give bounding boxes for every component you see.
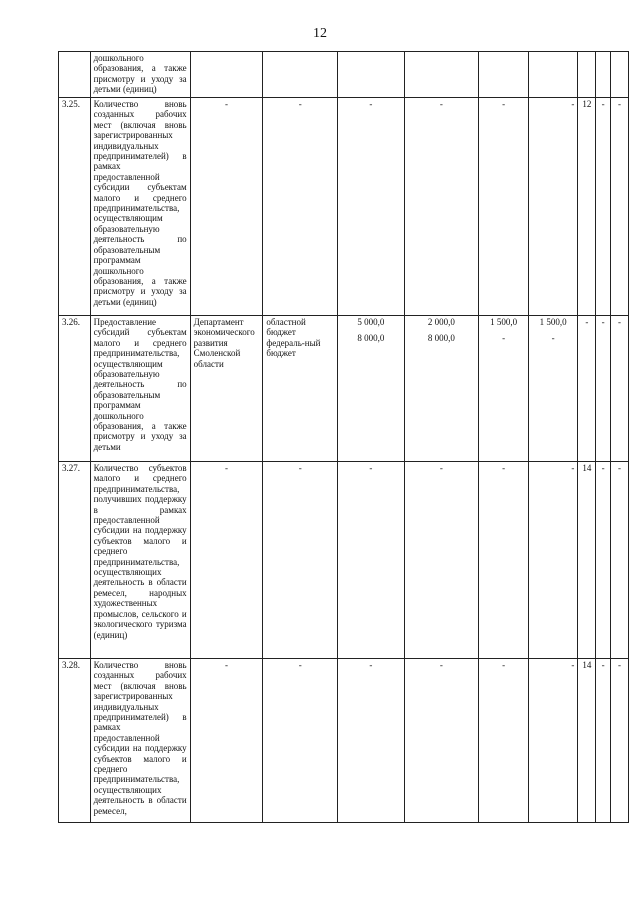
row-executor: - — [190, 98, 263, 316]
row-total — [338, 316, 404, 462]
table-row — [59, 98, 629, 316]
year2-regional: 1 500,0 — [490, 317, 518, 327]
source-federal: федераль-ный бюджет — [266, 337, 321, 359]
row-indicator1: 14 — [578, 462, 596, 659]
row-year3 — [528, 316, 578, 462]
row-executor: Департамент экономического развития Смоленской области — [190, 316, 263, 462]
table-row — [59, 462, 629, 659]
row-year2 — [479, 316, 529, 462]
row-indicator3: - — [611, 659, 629, 823]
row-indicator2: - — [596, 659, 611, 823]
row-source: - — [263, 462, 338, 659]
program-activities-table — [58, 51, 629, 823]
row-indicator1 — [578, 52, 596, 98]
year3-regional: 1 500,0 — [539, 317, 567, 327]
row-indicator3: - — [611, 98, 629, 316]
row-year2 — [479, 52, 529, 98]
table-row — [59, 316, 629, 462]
row-indicator2: - — [596, 316, 611, 462]
year3-federal: - — [551, 333, 555, 344]
row-number — [59, 52, 91, 98]
row-indicator2: - — [596, 462, 611, 659]
row-total: - — [338, 98, 404, 316]
row-year2: - — [479, 98, 529, 316]
row-total: - — [338, 462, 404, 659]
row-name: дошкольного образования, а также присмотру и уходу за детьми (единиц) — [90, 52, 190, 98]
row-total — [338, 52, 404, 98]
year2-federal: - — [502, 333, 506, 344]
year1-federal: 8 000,0 — [427, 333, 455, 344]
row-indicator2: - — [596, 98, 611, 316]
table-row — [59, 52, 629, 98]
row-indicator1: 14 — [578, 659, 596, 823]
row-number: 3.28. — [59, 659, 91, 823]
row-year3: - — [528, 98, 578, 316]
row-number: 3.27. — [59, 462, 91, 659]
row-indicator3: - — [611, 316, 629, 462]
row-year2: - — [479, 659, 529, 823]
total-regional: 5 000,0 — [357, 317, 385, 327]
row-source: - — [263, 98, 338, 316]
row-name: Количество вновь созданных рабочих мест (включая вновь зарегистрированных индивидуальных предпринимателей) в рамках предоставленной субсидии субъектам малого и среднего предпринимательства, осуществляющим образовательную деятельность по образовательным программам дошкольного образования, а также присмотру и уходу за детьми (единиц) — [90, 98, 190, 316]
row-indicator3 — [611, 52, 629, 98]
year1-regional: 2 000,0 — [427, 317, 455, 327]
source-regional: областной бюджет — [266, 317, 306, 338]
row-source — [263, 52, 338, 98]
row-indicator2 — [596, 52, 611, 98]
row-executor: - — [190, 462, 263, 659]
row-name: Количество субъектов малого и среднего предпринимательства, получивших поддержку в рамках предоставленной субсидии на поддержку субъектов малого и среднего предпринимательства, осуществляющих деятельность в области ремесел, народных художественных промыслов, сельского и экологического туризма (единиц) — [90, 462, 190, 659]
row-name: Количество вновь созданных рабочих мест (включая вновь зарегистрированных индивидуальных предпринимателей) в рамках предоставленной субсидии на поддержку субъектов малого и среднего предпринимательства, осуществляющих деятельность в области ремесел, — [90, 659, 190, 823]
row-indicator3: - — [611, 462, 629, 659]
page-number: 12 — [313, 26, 327, 41]
row-year1: - — [404, 98, 479, 316]
row-indicator1: 12 — [578, 98, 596, 316]
row-year3: - — [528, 659, 578, 823]
row-executor: - — [190, 659, 263, 823]
row-executor — [190, 52, 263, 98]
row-number: 3.26. — [59, 316, 91, 462]
row-source: - — [263, 659, 338, 823]
row-year2: - — [479, 462, 529, 659]
row-year1: - — [404, 462, 479, 659]
table-row — [59, 659, 629, 823]
row-total: - — [338, 659, 404, 823]
row-year3 — [528, 52, 578, 98]
total-federal: 8 000,0 — [357, 333, 385, 344]
row-year3: - — [528, 462, 578, 659]
row-year1 — [404, 316, 479, 462]
row-number: 3.25. — [59, 98, 91, 316]
row-source — [263, 316, 338, 462]
row-year1 — [404, 52, 479, 98]
row-indicator1: - — [578, 316, 596, 462]
row-name: Предоставление субсидий субъектам малого и среднего предпринимательства, осуществляющим образовательную деятельность по образовательным программам дошкольного образования, а также присмотру и уходу за детьми — [90, 316, 190, 462]
row-year1: - — [404, 659, 479, 823]
